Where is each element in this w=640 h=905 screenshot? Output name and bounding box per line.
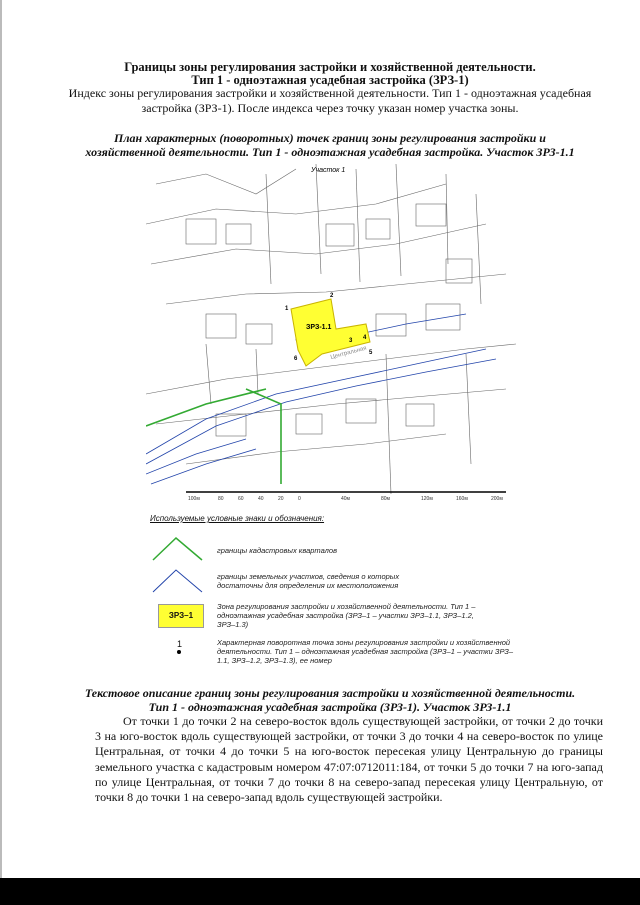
point-3: 3 — [349, 338, 353, 344]
document-title: Границы зоны регулирования застройки и хозяйственной деятельности. — [124, 60, 536, 74]
legend-text: границы земельных участков, сведения о которых достаточны для определения их местоположения — [217, 572, 400, 590]
legend-item — [150, 566, 530, 600]
legend-text: границы кадастровых кварталов — [217, 546, 337, 555]
description-title-line1: Текстовое описание границ зоны регулирования застройки и хозяйственной деятельности. — [84, 686, 576, 700]
plan-title-line2: хозяйственной деятельности. Тип 1 - одноэтажная усадебная застройка. Участок ЗРЗ-1.1 — [85, 145, 575, 159]
blue-line-icon — [150, 566, 205, 596]
scan-bottom-bar — [0, 878, 640, 905]
description-title-line2: Тип 1 - одноэтажная усадебная застройка (ЗРЗ-1). Участок ЗРЗ-1.1 — [148, 700, 512, 714]
scale-label: 40 — [258, 496, 264, 502]
legend-title: Используемые условные знаки и обозначения: — [150, 514, 325, 523]
point-5: 5 — [369, 350, 373, 356]
street-label: Центральная — [329, 345, 368, 361]
scale-label: 80м — [381, 496, 390, 502]
cadastral-boundaries — [146, 389, 281, 484]
scale-label: 160м — [456, 496, 468, 502]
zone-box-icon: ЗРЗ–1 — [158, 604, 204, 628]
scale-label: 120м — [421, 496, 433, 502]
scale-label: 100м — [188, 496, 200, 502]
scale-bar — [186, 492, 506, 502]
zone-label: ЗРЗ-1.1 — [306, 324, 332, 331]
description-body: От точки 1 до точки 2 на северо-восток вдоль существующей застройки, от точки 2 до точки 3 на юго-восток вдоль существующей застройки, от точки 3 до точки 4 на северо-восток по улице Центральная, от точки 4 до точки 5 на юго-восток пересекая улицу Центральную до границы земельного участка с кадастровым номером 47:07:0712011:184, от точки 5 до точки 7 на юго-запад по улице Центральная, от точки 7 до точки 8 на северо-запад пересекая улицу Центральную, от точки 8 до точки 1 на северо-запад вдоль существующей застройки. — [95, 714, 603, 805]
scale-label: 40м — [341, 496, 350, 502]
map-svg — [146, 164, 516, 504]
scan-edge — [0, 0, 2, 905]
point-1: 1 — [285, 306, 289, 312]
green-line-icon — [150, 534, 205, 564]
point-icon — [177, 639, 182, 654]
legend-text: Зона регулирования застройки и хозяйственной деятельности. Тип 1 – одноэтажная усадебная застройка (ЗРЗ–1 – участки ЗРЗ–1.1, ЗРЗ–1.2, ЗРЗ–1.3) — [217, 602, 476, 629]
scale-label: 60 — [238, 496, 244, 502]
cadastral-map — [146, 164, 516, 504]
point-2: 2 — [330, 293, 334, 299]
point-6: 6 — [294, 356, 298, 362]
zone-type-line: Тип 1 - одноэтажная усадебная застройка (ЗРЗ-1) — [191, 73, 469, 87]
legend-item — [150, 534, 530, 566]
zone-index-text: Индекс зоны регулирования застройки и хозяйственной деятельности. Тип 1 - одноэтажная усадебная застройка (ЗРЗ-1). После индекса через точку указан номер участка зоны. — [68, 86, 592, 115]
scale-label: 0 — [298, 496, 301, 502]
scale-label: 80 — [218, 496, 224, 502]
legend-item — [150, 636, 530, 672]
scale-label: 20 — [278, 496, 284, 502]
point-4: 4 — [363, 335, 367, 341]
plan-title-line1: План характерных (поворотных) точек границ зоны регулирования застройки и — [114, 131, 546, 145]
scale-label: 200м — [491, 496, 503, 502]
point-number: 1 — [177, 639, 183, 649]
legend-text: Характерная поворотная точка зоны регулирования застройки и хозяйственной деятельности. Тип 1 – одноэтажная усадебная застройка (ЗРЗ–1 – участки ЗРЗ–1.1, ЗРЗ–1.2, ЗРЗ–1.3), ее номер — [217, 638, 514, 665]
legend-item — [150, 600, 530, 636]
plot-label: Участок 1 — [311, 167, 346, 174]
